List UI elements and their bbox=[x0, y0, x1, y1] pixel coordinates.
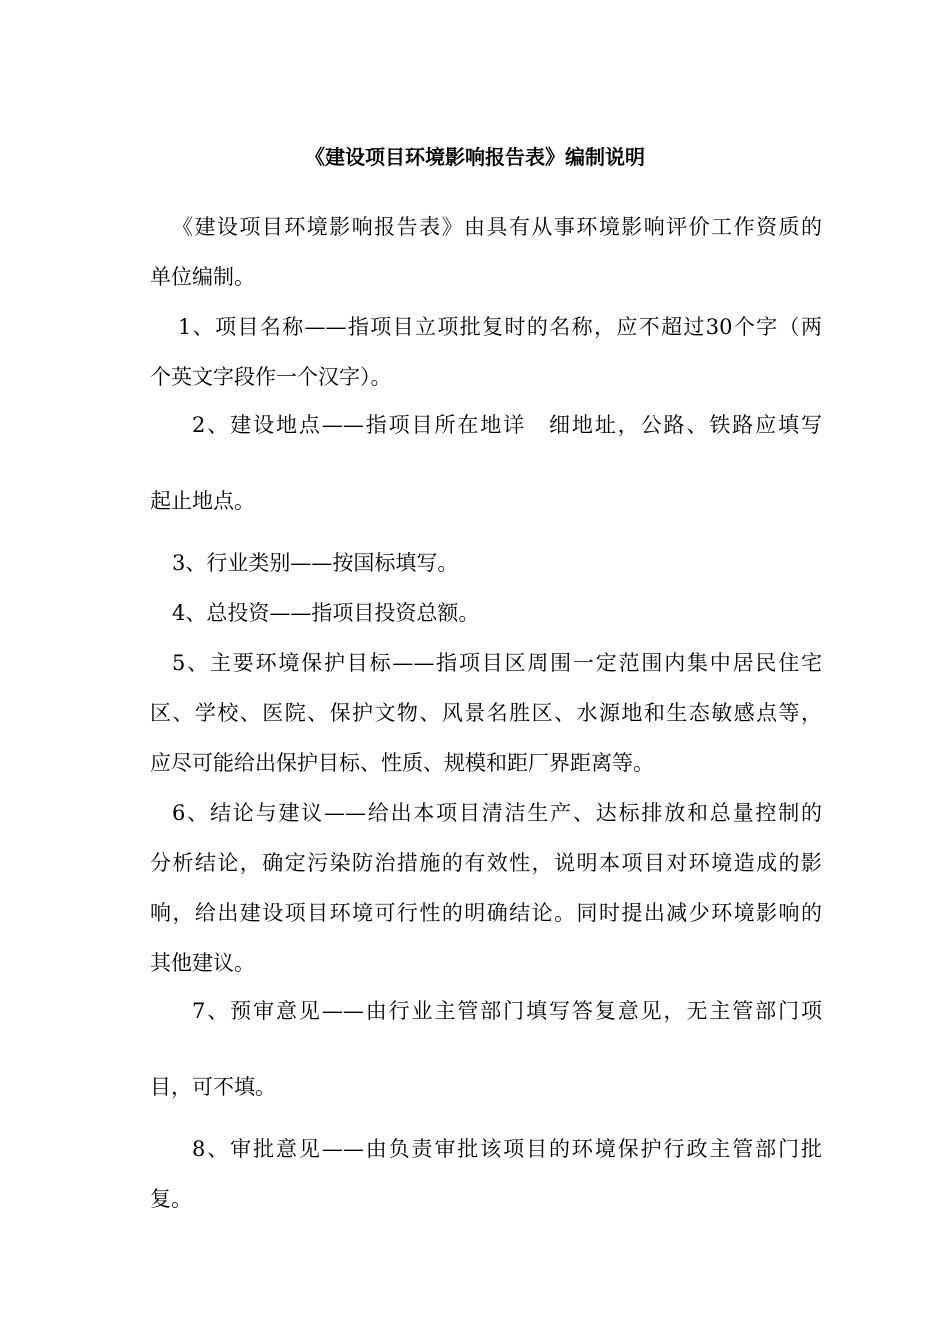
text-line: 2、建设地点——指项目所在地详 细地址，公路、铁路应填写 bbox=[192, 413, 822, 437]
text-line: 8、审批意见——由负责审批该项目的环境保护行政主管部门批 bbox=[192, 1137, 822, 1161]
text-line: 6、结论与建议——给出本项目清洁生产、达标排放和总量控制的 bbox=[172, 801, 822, 825]
text-line: 单位编制。 bbox=[150, 265, 255, 289]
text-line: 目，可不填。 bbox=[150, 1075, 276, 1099]
text-line: 5、主要环境保护目标——指项目区周围一定范围内集中居民住宅 bbox=[172, 651, 822, 675]
text-line: 个英文字段作一个汉字）。 bbox=[150, 365, 392, 389]
document-title: 《建设项目环境影响报告表》编制说明 bbox=[305, 145, 645, 169]
text-line: 应尽可能给出保护目标、性质、规模和距厂界距离等。 bbox=[150, 751, 654, 775]
text-line: 7、预审意见——由行业主管部门填写答复意见，无主管部门项 bbox=[192, 999, 822, 1023]
text-line: 《建设项目环境影响报告表》由具有从事环境影响评价工作资质的 bbox=[172, 215, 822, 239]
text-line: 1、项目名称——指项目立项批复时的名称，应不超过30个字（两 bbox=[178, 315, 822, 339]
text-line: 响，给出建设项目环境可行性的明确结论。同时提出减少环境影响的 bbox=[150, 901, 822, 925]
text-line: 起止地点。 bbox=[150, 489, 255, 513]
text-line: 3、行业类别——按国标填写。 bbox=[172, 551, 459, 575]
text-line: 4、总投资——指项目投资总额。 bbox=[172, 601, 480, 625]
text-line: 分析结论，确定污染防治措施的有效性，说明本项目对环境造成的影 bbox=[150, 851, 822, 875]
text-line: 复。 bbox=[150, 1187, 192, 1211]
text-line: 其他建议。 bbox=[150, 951, 255, 975]
text-line: 区、学校、医院、保护文物、风景名胜区、水源地和生态敏感点等， bbox=[150, 701, 822, 725]
